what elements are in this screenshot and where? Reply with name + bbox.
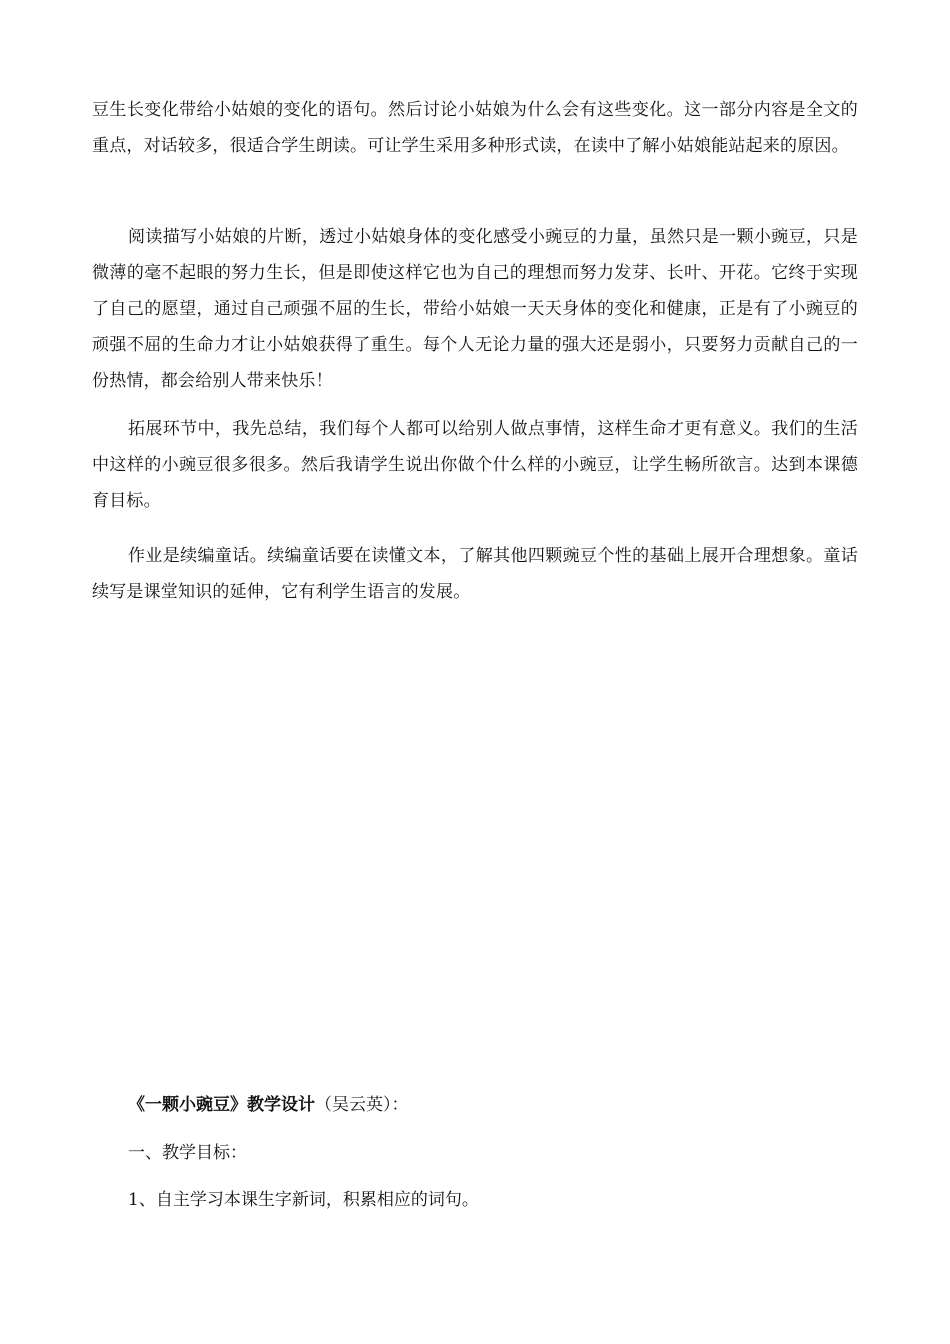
objectives-heading: 一、教学目标： bbox=[128, 1143, 247, 1163]
section-heading bbox=[128, 1091, 409, 1119]
objective-item-1: 1、自主学习本课生字新词，积累相应的词句。 bbox=[128, 1190, 479, 1210]
section-author: （吴云英）： bbox=[315, 1095, 409, 1115]
paragraph-4: 作业是续编童话。续编童话要在读懂文本，了解其他四颗豌豆个性的基础上展开合理想象。童话续写是课堂知识的延伸，它有利学生语言的发展。 bbox=[92, 546, 858, 602]
paragraph-1: 豆生长变化带给小姑娘的变化的语句。然后讨论小姑娘为什么会有这些变化。这一部分内容是全文的重点，对话较多，很适合学生朗读。可让学生采用多种形式读，在读中了解小姑娘能站起来的原因。 bbox=[92, 100, 858, 156]
paragraph-3: 拓展环节中，我先总结，我们每个人都可以给别人做点事情，这样生命才更有意义。我们的生活中这样的小豌豆很多很多。然后我请学生说出你做个什么样的小豌豆，让学生畅所欲言。达到本课德育目标。 bbox=[92, 419, 858, 511]
section-title: 《一颗小豌豆》教学设计 bbox=[128, 1095, 315, 1115]
paragraph-2: 阅读描写小姑娘的片断，透过小姑娘身体的变化感受小豌豆的力量，虽然只是一颗小豌豆，只是微薄的毫不起眼的努力生长，但是即使这样它也为自己的理想而努力发芽、长叶、开花。它终于实现了自己的愿望，通过自己顽强不屈的生长，带给小姑娘一天天身体的变化和健康，正是有了小豌豆的顽强不屈的生命力才让小姑娘获得了重生。每个人无论力量的强大还是弱小，只要努力贡献自己的一份热情，都会给别人带来快乐！ bbox=[92, 227, 858, 391]
